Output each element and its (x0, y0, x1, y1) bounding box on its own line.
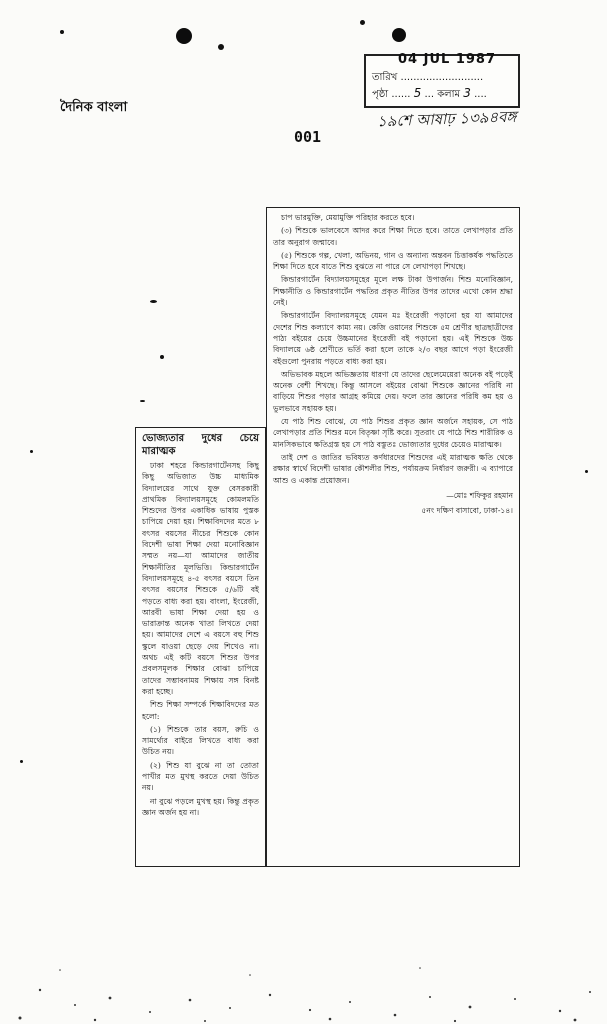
speck (160, 355, 164, 359)
page-number: 001 (294, 128, 322, 146)
article-column-left (135, 427, 266, 867)
archive-stamp (364, 54, 520, 108)
stamp-column-label: কলাম (437, 89, 461, 100)
speck (140, 400, 145, 402)
article-column-right (266, 207, 520, 867)
stamp-date: 04 JUL 1987 (398, 52, 497, 67)
stamp-page-label: পৃষ্ঠা (372, 89, 389, 100)
stamp-date-row: তারিখ .......................... (372, 72, 484, 83)
article-headline: ভোজ্যতার দুধের চেয়ে মারাত্মক (142, 433, 259, 457)
speck (360, 20, 365, 25)
handwritten-date-note: ১৯শে আষাঢ় ১৩৯৪বঙ্গ (376, 107, 517, 131)
stamp-column-value: 3 (463, 86, 471, 100)
speck (20, 760, 23, 763)
article-paragraph: অভিভাবক মহলে অভিজ্ঞতায় ধারণা যে তাদের ছেলেমেয়েরা অনেক বই পড়েই অনেক বেশী শিখছে। কিন্তু আসলে বইয়ের বোঝা শিশুকে জ্ঞানের পরিধি না বাড়িয়ে শিশুর পড়ার আগ্রহ কমিয়ে দেয়। ফলে তার জ্ঞানের পরিধি কম হয় ও ভুলভাবে সহায়ক হয়। (273, 369, 513, 413)
punch-hole (176, 28, 192, 44)
article-paragraph: যে পাঠ শিশু বোঝে, যে পাঠ শিশুর প্রকৃত জ্ঞান অর্জনে সহায়ক, সে পাঠ লেখাপড়ার প্রতি শিশুর মনে বিতৃষ্ণা সৃষ্টি করে। সুতরাং যে পাঠে শিশু শারীরিক ও মানসিকভাবে ক্ষতিগ্রস্ত হয় সে পাঠ বস্তুতঃ ভোজ্যতার দুধের চেয়েও মারাত্মক। (273, 417, 513, 449)
newspaper-name: দৈনিক বাংলা (60, 100, 128, 115)
article-paragraph: কিন্ডারগার্টেন বিদ্যালয়সমূহের মূলে লক্ষ টাকা উপার্জন। শিশু মনোবিজ্ঞান, শিক্ষানীতি ও কিন্ডারগার্টেন পদ্ধতির প্রকৃত নীতির উপর তাদের এখো কোন শ্রদ্ধা নেই। (273, 275, 513, 308)
scan-noise (0, 880, 607, 1024)
speck (60, 30, 64, 34)
article-author-address: ৫নং দক্ষিণ বাসাবো, ঢাকা-১৪। (421, 506, 513, 516)
article-paragraph: (২) শিশু যা বুঝে না তা তোতা পাখীর মত মুখস্থ করতে দেয়া উচিত নয়। (142, 760, 259, 793)
speck (150, 300, 157, 303)
article-paragraph: ঢাকা শহরে কিন্ডারগার্টেনসহ কিছু কিছু অভিজাত উচ্চ মাধ্যমিক বিদ্যালয়ের সাথে যুক্ত বেসরকারী প্রাথমিক বিদ্যালয়সমূহে কোমলমতি শিশুদের উপর একাধিক ভাষায় পুস্তক চাপিয়ে দেয়া হয়। শিক্ষাবিদদের মতে ৮ বৎসর বয়সের নীচের শিশুকে কোন বিদেশী ভাষা শিক্ষা দেয়া মনোবিজ্ঞান সম্মত নয়—যা আমাদের জাতীয় শিক্ষানীতির মূলভিত্তি। কিন্ডারগার্টেন বিদ্যালয়সমূহে ৪-৫ বৎসর বয়সে তিন বৎসর বয়সের শিশুকে ৫/৬টি বই পড়তে বাধ্য করা হয়। বাংলা, ইংরেজী, আরবী ভাষা শিক্ষা দেয়া হয় ও ভারাক্রান্ত অনেক খাতা লিখতে দেয়া হয়। আমাদের দেশে এ বয়সে বহু শিশু স্কুলে যাওয়া ছেড়ে দেয় শিখেও না। অথচ এই কটি বয়সে শিশুর উপর প্রবলসমূলক শিক্ষার বোঝা চাপিয়ে তাদের সম্ভাবনাময় শিক্ষায় সঙ্গ বিনষ্ট করা হচ্ছে। (142, 461, 259, 696)
article-paragraph: না বুঝে পড়লে মুখস্থ হয়। কিন্তু প্রকৃত জ্ঞান অর্জন হয় না। (142, 796, 259, 817)
article-paragraph: (১) শিশুকে তার বয়স, রুচি ও সামর্থ্যের বাইরে লিখতে বাধ্য করা উচিত নয়। (142, 724, 259, 757)
article-paragraph: শিশু শিক্ষা সম্পর্কে শিক্ষাবিদদের মত হলো: (142, 700, 259, 721)
article-paragraph: (৩) শিশুকে ভালবেসে আদর করে শিক্ষা দিতে হবে। তাতে লেখাপড়ার প্রতি তার অনুরাগ জন্মাবে। (273, 226, 513, 247)
stamp-date-label: তারিখ (372, 72, 398, 83)
speck (218, 44, 224, 50)
speck (585, 470, 588, 473)
punch-hole (392, 28, 406, 42)
article-author: —মোঃ শফিকুর রহমান (446, 490, 513, 500)
stamp-page-row: পৃষ্ঠা ...... 5 ... কলাম 3 .... (372, 86, 487, 100)
article-paragraph: (৫) শিশুকে গল্প, খেলা, অভিনয়, গান ও অন্যান্য অন্তবন চিত্তাকর্ষক পদ্ধতিতে শিক্ষা দিতে হবে যাতে শিশু বুঝতে না পারে সে লেখাপড়া শিখছে। (273, 250, 513, 272)
article-paragraph: কিন্ডারগার্টেন বিদ্যালয়সমূহে যেমন মঃ ইংরেজী পড়ানো হয় যা আমাদের দেশের শিশু কল্যাণে কাম্য নয়। কেজি ওয়ানের শিশুকে ৫ম শ্রেণীর ছাত্রছাত্রীদের পাঠ্য বইয়ের চেয়ে উচ্চমানের ইংরেজী বই পড়ানো হয়। এই শিশুকে উচ্চ বিদ্যালয়ে ৬ষ্ঠ শ্রেণীতে ভর্তি করা হলে তাকে ২/৩ বছর আগে পড়া ইংরেজী বইগুলো পুনরায় পড়তে বাধ্য করা হয়। (273, 311, 513, 366)
speck (30, 450, 33, 453)
article-paragraph: তাই দেশ ও জাতির ভবিষ্যত কর্ণধারদের শিশুদের এই মারাত্মক ক্ষতি থেকে রক্ষার স্বার্থে বিদেশী ভাষার কৌশলীর শিশু, পর্যায়ক্রম নির্ধারণ জরুরী। এ ব্যাপারে আশু ও একান্ত প্রয়োজন। (273, 452, 513, 485)
stamp-page-value: 5 (413, 86, 422, 100)
article-paragraph: চাপ ভারমুক্তি, মেয়ামুক্তি পরিহার করতে হবে। (281, 213, 415, 222)
